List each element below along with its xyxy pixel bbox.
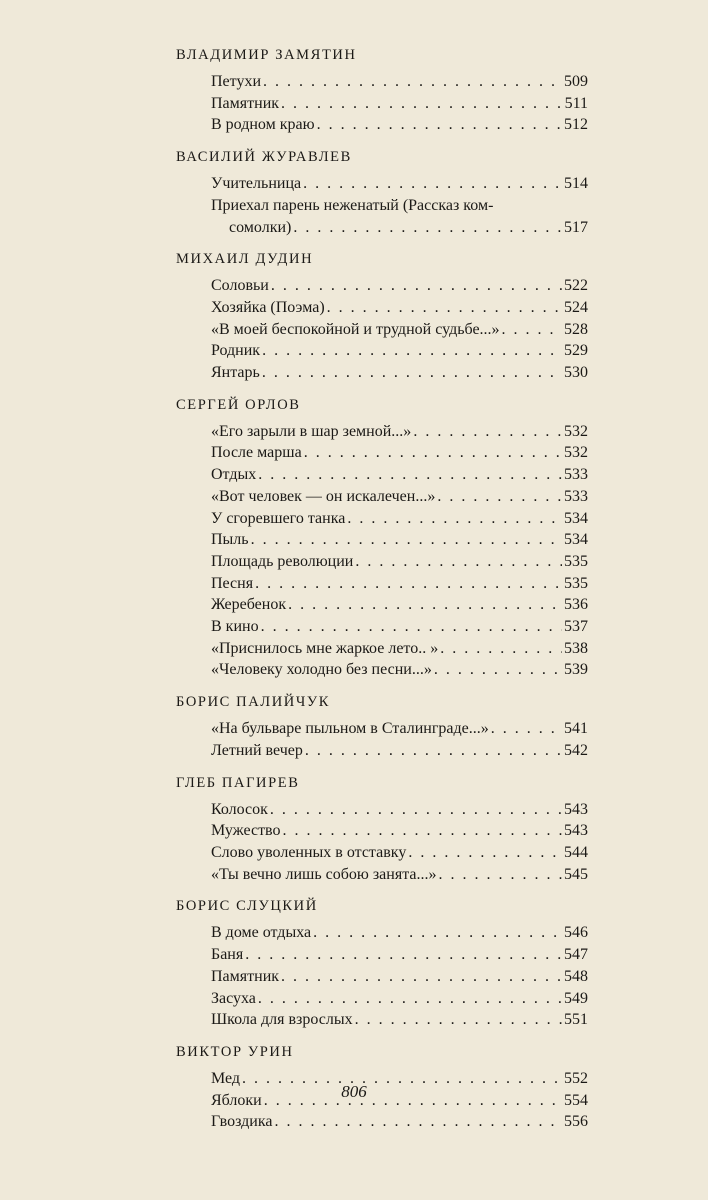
toc-entry (211, 508, 588, 530)
dot-leader (255, 573, 562, 595)
toc-entry (211, 718, 588, 740)
toc-entry (211, 799, 588, 821)
toc-entry (211, 922, 588, 944)
dot-leader (408, 842, 562, 864)
dot-leader (293, 217, 562, 239)
page-ref: 535 (564, 574, 588, 592)
toc-entry (211, 573, 588, 595)
page-ref: 530 (564, 364, 588, 382)
toc-entry (211, 638, 588, 660)
entry-title: «Вот человек — он искалечен...» (211, 487, 436, 505)
entry-title: Слово уволенных в отставку (211, 843, 407, 861)
entry-title: В кино (211, 618, 259, 636)
dot-leader (439, 864, 563, 886)
page-ref: 536 (564, 596, 588, 614)
dot-leader (281, 966, 562, 988)
entry-list (211, 421, 588, 681)
page-ref: 533 (564, 466, 588, 484)
entry-title: Соловьи (211, 277, 269, 295)
page-ref: 509 (564, 73, 588, 90)
toc-entry (211, 114, 588, 136)
dot-leader (274, 1111, 562, 1133)
entry-list (211, 799, 588, 886)
toc-entry (211, 529, 588, 551)
entry-title: Приехал парень неженатый (Рассказ ком- (211, 196, 494, 214)
dot-leader (288, 594, 562, 616)
page-ref: 532 (564, 422, 588, 440)
entry-title: Песня (211, 574, 254, 592)
page-ref: 545 (564, 865, 588, 883)
toc-entry (211, 319, 588, 341)
entry-title: «Его зарыли в шар земной...» (211, 422, 412, 440)
toc-entry (211, 486, 588, 508)
toc-entry (211, 740, 588, 762)
page-ref: 552 (564, 1069, 588, 1087)
dot-leader (413, 421, 562, 443)
entry-title: Учительница (211, 175, 302, 193)
toc-entry-continuation (211, 217, 588, 239)
toc-entry (211, 275, 588, 297)
toc-entry (211, 966, 588, 988)
page-ref: 514 (564, 175, 588, 193)
dot-leader (251, 529, 562, 551)
author-heading: БОРИС ПАЛИЙЧУК (176, 694, 331, 711)
dot-leader (271, 275, 562, 297)
entry-title: «На бульваре пыльном в Сталинграде...» (211, 720, 489, 738)
dot-leader (283, 820, 563, 842)
dot-leader (304, 442, 562, 464)
author-heading: МИХАИЛ ДУДИН (176, 251, 314, 268)
entry-title: Петухи (211, 73, 261, 90)
entry-list (211, 922, 588, 1031)
entry-title: Летний вечер (211, 741, 303, 759)
page-ref: 541 (564, 720, 588, 738)
page-ref: 537 (564, 618, 588, 636)
dot-leader (303, 173, 562, 195)
dot-leader (262, 340, 562, 362)
dot-leader (440, 638, 562, 660)
dot-leader (261, 616, 562, 638)
toc-entry (211, 362, 588, 384)
toc-entry (211, 659, 588, 681)
page-ref: 522 (564, 277, 588, 295)
dot-leader (270, 799, 562, 821)
page-ref: 532 (564, 444, 588, 462)
dot-leader (313, 922, 562, 944)
page-ref: 542 (564, 741, 588, 759)
toc-entry (211, 173, 588, 195)
page-ref: 533 (564, 487, 588, 505)
toc-entry (211, 1111, 588, 1133)
toc-entry (211, 594, 588, 616)
entry-list (211, 173, 588, 238)
dot-leader (245, 944, 562, 966)
toc-entry (211, 464, 588, 486)
entry-title: В доме отдыха (211, 924, 312, 942)
entry-list (211, 71, 588, 136)
entry-title: Памятник (211, 94, 280, 112)
entry-title: Родник (211, 342, 261, 360)
page-ref: 543 (564, 800, 588, 818)
dot-leader (305, 740, 562, 762)
page-ref: 512 (564, 116, 588, 134)
entry-title: «В моей беспокойной и трудной судьбе...» (211, 320, 500, 338)
page-ref: 549 (564, 989, 588, 1007)
toc-entry (211, 616, 588, 638)
entry-title: Засуха (211, 989, 256, 1007)
dot-leader (327, 297, 562, 319)
author-heading: ВЛАДИМИР ЗАМЯТИН (176, 47, 357, 63)
dot-leader (258, 988, 562, 1010)
page-ref: 546 (564, 924, 588, 942)
table-of-contents (176, 44, 588, 1143)
page-ref: 511 (564, 94, 588, 112)
entry-title-continued: сомолки) (229, 218, 292, 236)
dot-leader (262, 362, 562, 384)
toc-entry (211, 842, 588, 864)
author-heading: БОРИС СЛУЦКИЙ (176, 898, 318, 915)
entry-title: «Человеку холодно без песни...» (211, 661, 432, 679)
page-number: 806 (341, 1082, 367, 1101)
dot-leader (258, 464, 562, 486)
page-ref: 544 (564, 843, 588, 861)
entry-list (211, 275, 588, 384)
toc-entry (211, 988, 588, 1010)
entry-title: «Приснилось мне жаркое лето.. » (211, 639, 439, 657)
dot-leader (434, 659, 562, 681)
entry-title: Пыль (211, 531, 249, 549)
toc-entry (211, 421, 588, 443)
entry-title: Гвоздика (211, 1113, 273, 1131)
author-heading: ГЛЕБ ПАГИРЕВ (176, 774, 300, 791)
dot-leader (355, 551, 562, 573)
entry-list (211, 718, 588, 761)
entry-title: Жеребенок (211, 596, 287, 614)
author-heading: ВИКТОР УРИН (176, 1043, 294, 1060)
entry-title: У сгоревшего танка (211, 509, 346, 527)
page-ref: 547 (564, 946, 588, 964)
toc-entry (211, 195, 588, 217)
dot-leader (355, 1009, 562, 1031)
entry-title: Мед (211, 1069, 241, 1087)
dot-leader (263, 71, 562, 93)
entry-title: Памятник (211, 967, 280, 985)
entry-title: Площадь революции (211, 552, 354, 570)
entry-title: Колосок (211, 800, 268, 818)
toc-entry (211, 820, 588, 842)
page-ref: 539 (564, 661, 588, 679)
toc-entry (211, 944, 588, 966)
page-ref: 554 (564, 1091, 588, 1109)
entry-title: Мужество (211, 822, 281, 840)
dot-leader (317, 114, 562, 136)
toc-entry (211, 442, 588, 464)
dot-leader (491, 718, 562, 740)
toc-entry (211, 1009, 588, 1031)
page-ref: 524 (564, 298, 588, 316)
toc-entry (211, 864, 588, 886)
entry-title: Школа для взрослых (211, 1011, 353, 1029)
page-ref: 528 (564, 320, 588, 338)
page-ref: 538 (564, 639, 588, 657)
page-ref: 548 (564, 967, 588, 985)
page-ref: 529 (564, 342, 588, 360)
page-ref: 517 (564, 218, 588, 236)
toc-entry (211, 551, 588, 573)
dot-leader (502, 319, 562, 341)
author-heading: ВАСИЛИЙ ЖУРАВЛЕВ (176, 149, 352, 166)
page-ref: 543 (564, 822, 588, 840)
entry-title: Отдых (211, 466, 257, 484)
toc-entry (211, 297, 588, 319)
toc-entry (211, 340, 588, 362)
page-ref: 535 (564, 552, 588, 570)
entry-title: После марша (211, 444, 302, 462)
dot-leader (437, 486, 562, 508)
page-ref: 556 (564, 1113, 588, 1131)
entry-title: Яблоки (211, 1091, 262, 1109)
entry-title: Хозяйка (Поэма) (211, 298, 325, 316)
page-ref: 534 (564, 509, 588, 527)
toc-entry (211, 71, 588, 93)
entry-title: «Ты вечно лишь собою занята...» (211, 865, 437, 883)
toc-entry (211, 93, 588, 115)
page-ref: 534 (564, 531, 588, 549)
entry-title: Баня (211, 946, 244, 964)
author-heading: СЕРГЕЙ ОРЛОВ (176, 396, 301, 413)
dot-leader (347, 508, 562, 530)
page-ref: 551 (564, 1011, 588, 1029)
dot-leader (281, 93, 563, 115)
entry-title: В родном краю (211, 116, 315, 134)
entry-title: Янтарь (211, 364, 260, 382)
